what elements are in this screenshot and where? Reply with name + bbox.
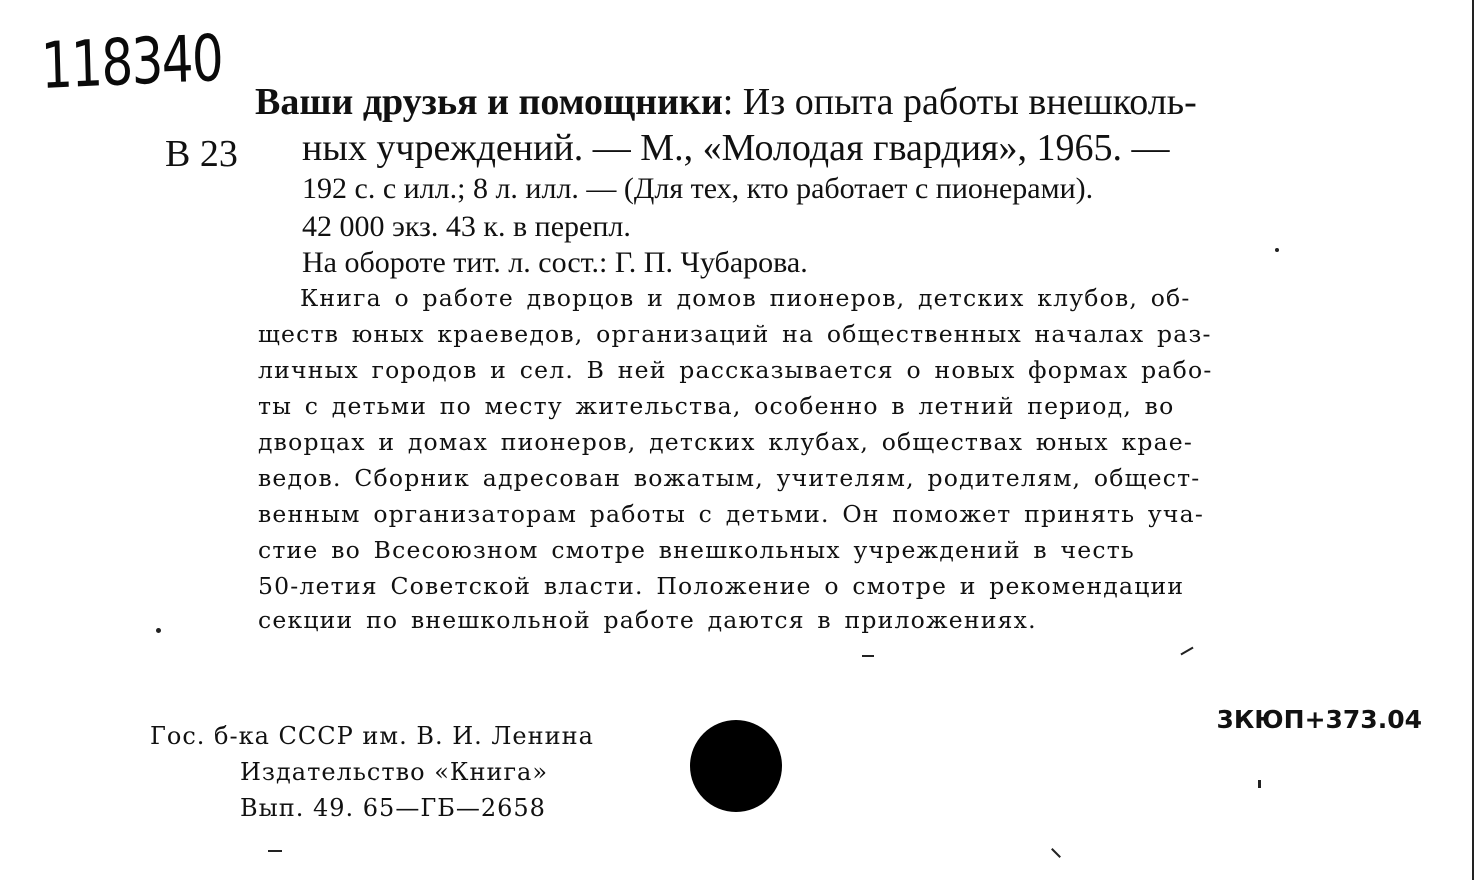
footer-publisher: Издательство «Книга» bbox=[240, 758, 549, 786]
title-bold: Ваши друзья и помощники bbox=[255, 81, 723, 123]
annotation-line-10: секции по внешкольной работе даются в приложениях. bbox=[258, 606, 1037, 634]
scan-speck bbox=[156, 628, 161, 633]
title-line-1-rest: : Из опыта работы внешколь- bbox=[722, 81, 1197, 123]
annotation-line-9: 50-летия Советской власти. Положение о смотре и рекомендации bbox=[258, 572, 1185, 600]
annotation-line-2: ществ юных краеведов, организаций на общественных началах раз- bbox=[258, 320, 1212, 348]
bibliographic-line-1: 192 с. с илл.; 8 л. илл. — (Для тех, кто работает с пионерами). bbox=[302, 172, 1094, 205]
bibliographic-line-2: 42 000 экз. 43 к. в перепл. bbox=[302, 210, 631, 243]
footer-library: Гос. б-ка СССР им. В. И. Ленина bbox=[150, 722, 594, 750]
handwritten-inventory-number: 118340 bbox=[40, 21, 224, 104]
title-line-1 bbox=[255, 80, 1197, 124]
scan-speck bbox=[1275, 248, 1279, 252]
annotation-line-3: личных городов и сел. В ней рассказывается о новых формах рабо- bbox=[258, 356, 1213, 384]
scan-speck bbox=[1258, 780, 1261, 788]
scan-speck bbox=[862, 655, 874, 657]
call-number: В 23 bbox=[165, 133, 238, 175]
card-punch-hole bbox=[690, 720, 782, 812]
footer-issue: Вып. 49. 65—ГБ—2658 bbox=[240, 794, 546, 822]
scan-speck bbox=[1051, 848, 1061, 858]
classification-index: 3КЮП+373.04 bbox=[1216, 705, 1422, 734]
scan-speck bbox=[1180, 647, 1193, 656]
annotation-line-1: Книга о работе дворцов и домов пионеров, детских клубов, об- bbox=[300, 284, 1191, 312]
scan-speck bbox=[268, 850, 282, 852]
annotation-line-6: ведов. Сборник адресован вожатым, учителям, родителям, общест- bbox=[258, 464, 1201, 492]
annotation-line-4: ты с детьми по месту жительства, особенно в летний период, во bbox=[258, 392, 1175, 420]
annotation-line-5: дворцах и домах пионеров, детских клубах, обществах юных крае- bbox=[258, 428, 1194, 456]
annotation-line-8: стие во Всесоюзном смотре внешкольных учреждений в честь bbox=[258, 536, 1135, 564]
bibliographic-line-3: На обороте тит. л. сост.: Г. П. Чубарова. bbox=[302, 246, 808, 279]
card-edge-line bbox=[1472, 0, 1474, 880]
title-line-2: ных учреждений. — М., «Молодая гвардия», 1965. — bbox=[302, 127, 1170, 169]
annotation-line-7: венным организаторам работы с детьми. Он поможет принять уча- bbox=[258, 500, 1205, 528]
